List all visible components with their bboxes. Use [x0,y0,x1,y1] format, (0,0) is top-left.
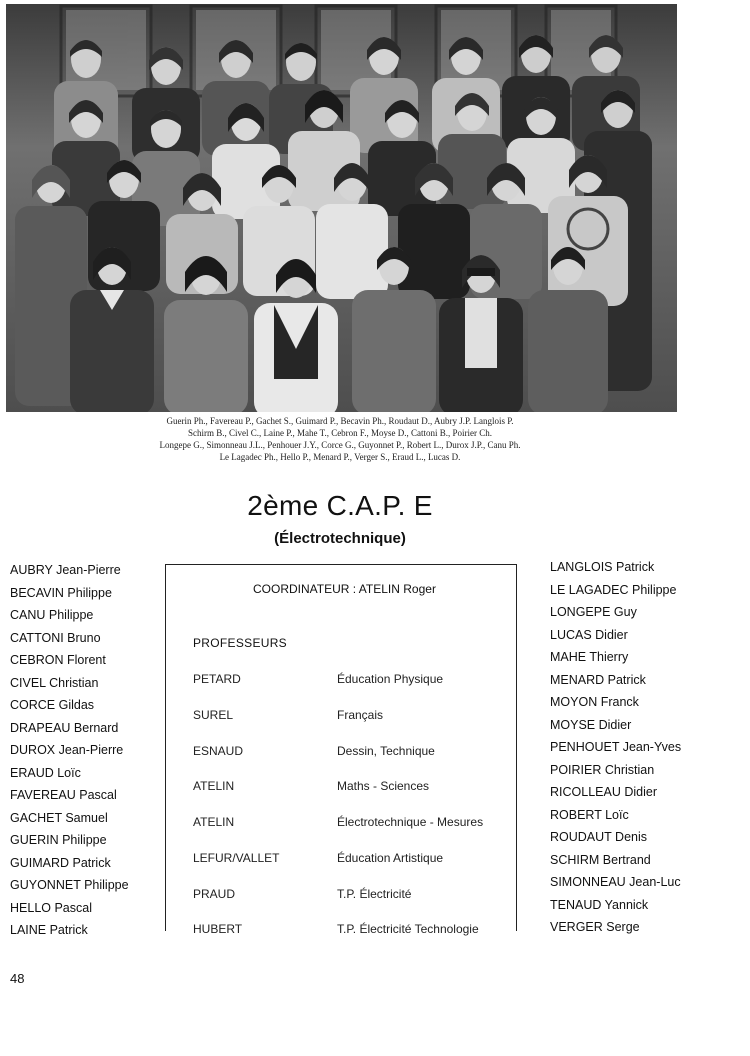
student-name: POIRIER Christian [550,762,655,777]
professor-subject: Éducation Physique [337,672,444,686]
professor-subject: Électrotechnique - Mesures [337,815,484,829]
student-name: MOYON Franck [550,695,639,709]
student-name: CIVEL Christian [10,675,99,690]
professor-name: LEFUR/VALLET [193,851,280,865]
student-name: CANU Philippe [10,608,94,622]
student-name: SIMONNEAU Jean-Luc [550,875,681,889]
student-name: MOYSE Didier [550,717,632,732]
students-list-right [550,556,681,939]
class-photo [6,4,677,412]
student-name: AUBRY Jean-Pierre [10,563,121,577]
student-name: GUERIN Philippe [10,833,107,847]
professor-subject: Français [337,708,384,722]
student-name: VERGER Serge [550,920,640,934]
student-name: DUROX Jean-Pierre [10,743,124,757]
professor-subject: Éducation Artistique [337,851,444,865]
caption-line: Longepe G., Simonneau J.L., Penhouer J.Y., Corce G., Guyonnet P., Robert L., Durox J.P., Canu Ph. [159,440,521,450]
student-name: CEBRON Florent [10,653,106,667]
photo-caption [100,415,580,463]
professor-name: SUREL [193,708,234,722]
student-name: SCHIRM Bertrand [550,852,651,867]
page-subtitle: (Électrotechnique) [274,530,406,547]
professor-name: PRAUD [193,887,236,901]
student-name: LUCAS Didier [550,627,628,642]
caption-line: Le Lagadec Ph., Hello P., Menard P., Verger S., Eraud L., Lucas D. [219,452,461,462]
page-number: 48 [10,971,25,986]
student-name: HELLO Pascal [10,900,92,915]
professor-name: ATELIN [193,815,235,829]
page-title: 2ème C.A.P. E [247,490,433,521]
caption-line: Schirm B., Civel C., Laine P., Mahe T., Cebron F., Moyse D., Cattoni B., Poirier Ch. [188,428,492,438]
coordinator-name: ATELIN Roger [358,582,436,596]
professors-heading: PROFESSEURS [193,636,287,650]
student-name: MENARD Patrick [550,672,646,687]
student-name: DRAPEAU Bernard [10,720,119,735]
coordinator-label: COORDINATEUR : [253,582,357,596]
student-name: ROBERT Loïc [550,807,629,822]
professor-subject: T.P. Électricité Technologie [337,922,479,936]
student-name: CATTONI Bruno [10,630,101,645]
student-name: PENHOUET Jean-Yves [550,740,682,754]
student-name: MAHE Thierry [550,650,629,664]
student-name: LONGEPE Guy [550,605,637,619]
student-name: FAVEREAU Pascal [10,788,117,802]
class-photo-image [6,4,677,412]
student-name: GACHET Samuel [10,810,108,825]
student-name: GUIMARD Patrick [10,855,111,870]
professor-subject: Maths - Sciences [337,779,430,793]
student-name: LAINE Patrick [10,923,88,937]
professor-name: PETARD [193,672,241,686]
student-name: CORCE Gildas [10,698,95,712]
student-name: LANGLOIS Patrick [550,560,655,574]
professor-name: HUBERT [193,922,243,936]
caption-line: Guerin Ph., Favereau P., Gachet S., Guimard P., Becavin Ph., Roudaut D., Aubry J.P. Langlois P. [166,416,514,426]
student-name: RICOLLEAU Didier [550,785,657,799]
professor-name: ATELIN [193,779,235,793]
student-name: TENAUD Yannick [550,897,649,912]
professor-name: ESNAUD [193,744,244,758]
student-name: BECAVIN Philippe [10,585,112,600]
student-name: ROUDAUT Denis [550,830,648,844]
student-name: ERAUD Loïc [10,765,81,780]
student-name: GUYONNET Philippe [10,878,129,892]
students-list-left [10,559,129,942]
coordinator [253,582,436,596]
student-name: LE LAGADEC Philippe [550,582,677,597]
professor-subject: Dessin, Technique [337,744,435,758]
professor-subject: T.P. Électricité [337,887,412,901]
